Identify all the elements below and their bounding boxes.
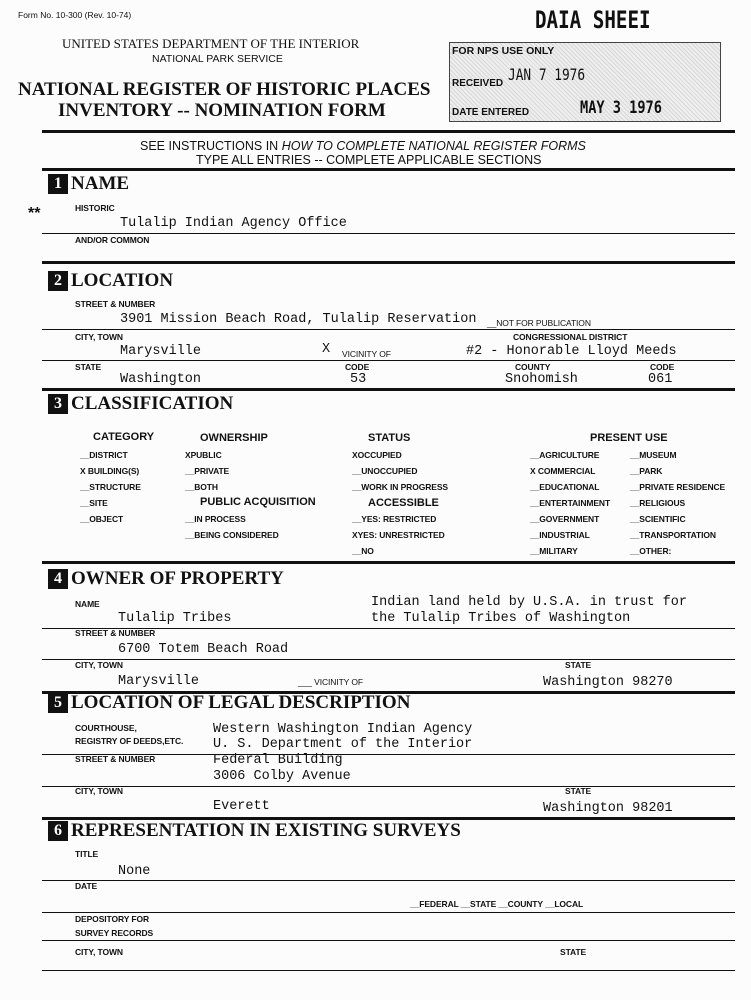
state-value: Washington: [120, 372, 202, 387]
owner-street-value: 6700 Totem Beach Road: [118, 642, 289, 657]
form-number: Form No. 10-300 (Rev. 10-74): [18, 10, 132, 20]
status-option: __WORK IN PROGRESS: [352, 482, 448, 492]
congressional-district-value: #2 - Honorable Lloyd Meeds: [466, 344, 677, 359]
survey-levels: __FEDERAL __STATE __COUNTY __LOCAL: [410, 899, 584, 909]
owner-state-value: Washington 98270: [543, 675, 673, 690]
present-use-option: __MILITARY: [530, 546, 578, 556]
survey-title-label: TITLE: [75, 849, 99, 859]
category-option: __SITE: [80, 498, 108, 508]
acquisition-option: __BEING CONSIDERED: [185, 530, 279, 540]
present-use-option: __SCIENTIFIC: [630, 514, 686, 524]
present-use-option: X COMMERCIAL: [530, 466, 596, 476]
registry-label: REGISTRY OF DEEDS,ETC.: [75, 736, 184, 746]
category-heading: CATEGORY: [93, 431, 155, 443]
owner-city-label: CITY, TOWN: [75, 660, 123, 670]
data-sheet-stamp: DAIA SHEEI: [535, 6, 651, 34]
courthouse-line2: U. S. Department of the Interior: [213, 737, 473, 752]
public-acquisition-heading: PUBLIC ACQUISITION: [200, 496, 316, 508]
survey-title-value: None: [118, 864, 151, 879]
legal-state-value: Washington 98201: [543, 801, 673, 816]
nps-heading: FOR NPS USE ONLY: [452, 45, 555, 57]
divider: [42, 970, 735, 971]
congressional-district-label: CONGRESSIONAL DISTRICT: [513, 332, 628, 342]
owner-vicinity-label: ___ VICINITY OF: [298, 677, 363, 687]
accessible-option: XYES: UNRESTRICTED: [352, 530, 445, 540]
present-use-option: __AGRICULTURE: [530, 450, 600, 460]
present-use-option: __EDUCATIONAL: [530, 482, 600, 492]
survey-state-label: STATE: [560, 947, 587, 957]
present-use-heading: PRESENT USE: [590, 432, 668, 444]
department: UNITED STATES DEPARTMENT OF THE INTERIOR: [62, 36, 360, 51]
owner-state-label: STATE: [565, 660, 592, 670]
present-use-option: __OTHER:: [630, 546, 672, 556]
acquisition-option: __IN PROCESS: [185, 514, 246, 524]
courthouse-label: COURTHOUSE,: [75, 723, 137, 733]
nps-use-box: [449, 42, 721, 122]
divider: [42, 130, 735, 133]
service: NATIONAL PARK SERVICE: [152, 53, 283, 65]
legal-street-label: STREET & NUMBER: [75, 754, 156, 764]
divider: [42, 912, 735, 913]
depository-label-2: SURVEY RECORDS: [75, 928, 154, 938]
present-use-option: __PRIVATE RESIDENCE: [630, 482, 726, 492]
city-label: CITY, TOWN: [75, 332, 123, 342]
section-legal-description-heading: 5 LOCATION OF LEGAL DESCRIPTION: [48, 692, 410, 714]
section-surveys-heading: 6 REPRESENTATION IN EXISTING SURVEYS: [48, 820, 461, 842]
category-option: X BUILDING(S): [80, 466, 140, 476]
section-location-heading: 2 LOCATION: [48, 270, 173, 292]
divider: [42, 388, 735, 391]
divider: [42, 233, 735, 234]
legal-city-label: CITY, TOWN: [75, 786, 123, 796]
vicinity-mark: X: [322, 342, 331, 357]
legal-state-label: STATE: [565, 786, 592, 796]
divider: [42, 329, 735, 330]
survey-city-label: CITY, TOWN: [75, 947, 123, 957]
present-use-option: __ENTERTAINMENT: [530, 498, 611, 508]
survey-date-label: DATE: [75, 881, 98, 891]
section-owner-heading: 4 OWNER OF PROPERTY: [48, 568, 284, 590]
county-code-value: 061: [648, 372, 673, 387]
street-label: STREET & NUMBER: [75, 299, 156, 309]
depository-label-1: DEPOSITORY FOR: [75, 914, 150, 924]
accessible-option: __NO: [352, 546, 374, 556]
entered-label: DATE ENTERED: [452, 107, 530, 118]
status-heading: STATUS: [368, 432, 411, 444]
county-code-label: CODE: [650, 362, 675, 372]
section-name-heading: 1 NAME: [48, 173, 129, 195]
divider: [42, 940, 735, 941]
divider: [42, 561, 735, 564]
handwritten-mark: **: [28, 205, 41, 222]
ownership-option: __BOTH: [185, 482, 218, 492]
form-title: NATIONAL REGISTER OF HISTORIC PLACES: [18, 79, 431, 100]
divider: [42, 659, 735, 660]
divider: [42, 880, 735, 881]
not-for-publication: __NOT FOR PUBLICATION: [487, 318, 591, 328]
divider: [42, 360, 735, 361]
owner-name-value: Tulalip Tribes: [118, 611, 232, 626]
present-use-option: __MUSEUM: [630, 450, 677, 460]
ownership-heading: OWNERSHIP: [200, 432, 268, 444]
state-label: STATE: [75, 362, 102, 372]
present-use-option: __RELIGIOUS: [630, 498, 686, 508]
legal-street-line1: Federal Building: [213, 753, 343, 768]
owner-name-label: NAME: [75, 599, 100, 609]
ownership-option: __PRIVATE: [185, 466, 230, 476]
common-name-label: AND/OR COMMON: [75, 235, 150, 245]
category-option: __OBJECT: [80, 514, 124, 524]
county-label: COUNTY: [515, 362, 551, 372]
instructions-line2: TYPE ALL ENTRIES -- COMPLETE APPLICABLE SECTIONS: [196, 153, 542, 167]
street-value: 3901 Mission Beach Road, Tulalip Reservation: [120, 312, 477, 327]
divider: [42, 786, 735, 787]
instructions-line1: SEE INSTRUCTIONS IN HOW TO COMPLETE NATIONAL REGISTER FORMS: [140, 139, 586, 153]
owner-note-line2: the Tulalip Tribes of Washington: [371, 611, 631, 626]
accessible-option: __YES: RESTRICTED: [352, 514, 437, 524]
present-use-option: __PARK: [630, 466, 663, 476]
status-option: XOCCUPIED: [352, 450, 402, 460]
received-label: RECEIVED: [452, 78, 504, 89]
entered-date: MAY 3 1976: [580, 98, 662, 118]
historic-label: HISTORIC: [75, 203, 115, 213]
state-code-value: 53: [350, 372, 367, 387]
accessible-heading: ACCESSIBLE: [368, 497, 439, 509]
historic-name-value: Tulalip Indian Agency Office: [120, 216, 347, 231]
legal-street-line2: 3006 Colby Avenue: [213, 769, 351, 784]
vicinity-label: VICINITY OF: [342, 349, 391, 359]
category-option: __DISTRICT: [80, 450, 128, 460]
ownership-option: XPUBLIC: [185, 450, 222, 460]
state-code-label: CODE: [345, 362, 370, 372]
divider: [42, 168, 735, 171]
present-use-option: __GOVERNMENT: [530, 514, 600, 524]
courthouse-line1: Western Washington Indian Agency: [213, 722, 473, 737]
present-use-option: __INDUSTRIAL: [530, 530, 590, 540]
present-use-option: __TRANSPORTATION: [630, 530, 716, 540]
received-date: JAN 7 1976: [508, 65, 586, 84]
city-value: Marysville: [120, 344, 202, 359]
owner-street-label: STREET & NUMBER: [75, 628, 156, 638]
divider: [42, 261, 735, 264]
owner-city-value: Marysville: [118, 674, 200, 689]
form-subtitle: INVENTORY -- NOMINATION FORM: [58, 100, 386, 121]
legal-city-value: Everett: [213, 799, 270, 814]
county-value: Snohomish: [505, 372, 578, 387]
section-classification-heading: 3 CLASSIFICATION: [48, 393, 233, 415]
category-option: __STRUCTURE: [80, 482, 141, 492]
status-option: __UNOCCUPIED: [352, 466, 418, 476]
owner-note-line1: Indian land held by U.S.A. in trust for: [371, 595, 687, 610]
